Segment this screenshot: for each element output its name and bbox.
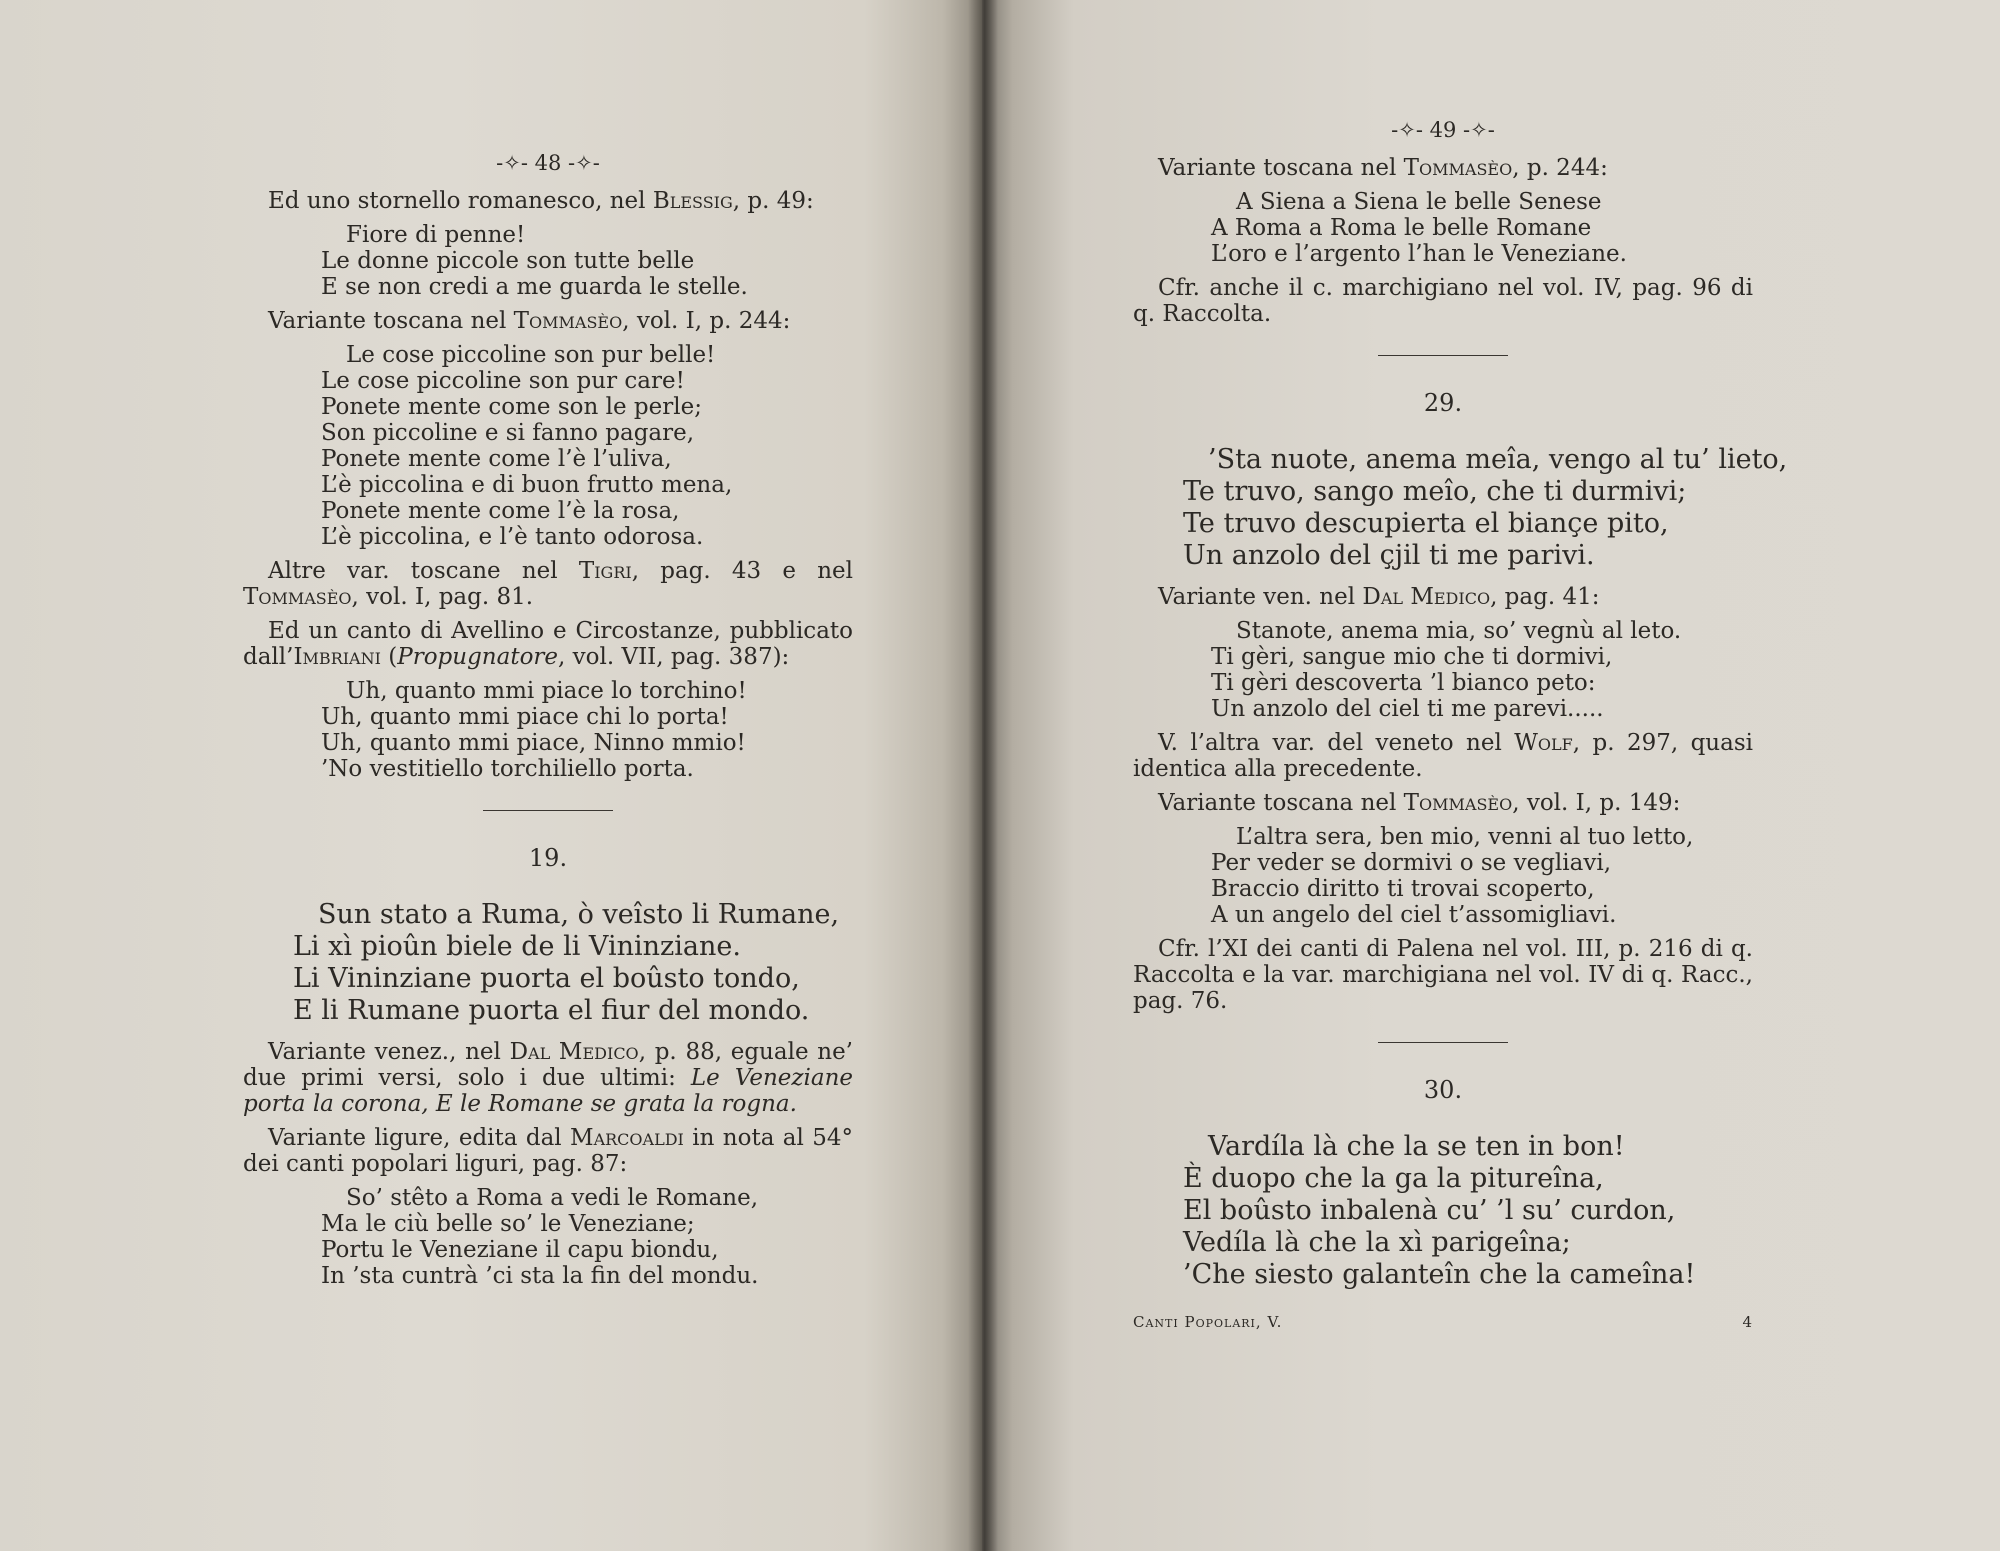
paragraph: Cfr. l’XI dei canti di Palena nel vol. III, p. 216 di q. Raccolta e la var. marchigiana nel vol. IV di q. Racc., pag. 76. <box>1133 936 1753 1014</box>
verse-line: Vardíla là che la se ten in bon! <box>1208 1131 1625 1162</box>
verse-line: Le donne piccole son tutte belle <box>321 248 695 274</box>
verse-line: Uh, quanto mmi piace, Ninno mmio! <box>321 730 746 756</box>
verse-block <box>243 678 853 782</box>
verse-block <box>1133 618 1753 722</box>
paragraph: Altre var. toscane nel Tigri, pag. 43 e nel Tommasèo, vol. I, pag. 81. <box>243 558 853 610</box>
paragraph: Variante toscana nel Tommasèo, p. 244: <box>1158 155 1608 181</box>
page-number-right: -✧- 49 -✧- <box>1391 118 1495 142</box>
verse-line: L’è piccolina, e l’è tanto odorosa. <box>321 524 704 550</box>
verse-line: Per veder se dormivi o se vegliavi, <box>1211 850 1612 876</box>
verse-line: Un anzolo del çjil ti me parivi. <box>1183 540 1595 571</box>
paragraph: Variante ven. nel Dal Medico, pag. 41: <box>1158 584 1600 610</box>
paragraph: Variante toscana nel Tommasèo, vol. I, p. 149: <box>1158 790 1681 816</box>
verse-line: Te truvo descupierta el biançe pito, <box>1183 508 1669 539</box>
page-number-left: -✧- 48 -✧- <box>496 151 600 175</box>
paragraph: Variante venez., nel Dal Medico, p. 88, eguale ne’ due primi versi, solo i due ultimi: Le Veneziane porta la corona, E le Romane se grata la rogna. <box>243 1039 853 1117</box>
verse-line: Ponete mente come l’è la rosa, <box>321 498 680 524</box>
song-text <box>1133 1131 1753 1291</box>
paragraph: Variante toscana nel Tommasèo, vol. I, p. 244: <box>268 308 791 334</box>
verse-line: El boûsto inbalenà cu’ ’l su’ curdon, <box>1183 1195 1676 1226</box>
verse-line: In ’sta cuntrà ’ci sta la fin del mondu. <box>321 1263 759 1289</box>
verse-block <box>1133 824 1753 928</box>
verse-line: Le cose piccoline son pur belle! <box>346 342 716 368</box>
section-divider <box>1378 1042 1508 1043</box>
song-text <box>243 899 853 1027</box>
section-divider <box>483 810 613 811</box>
song-text <box>1133 444 1788 572</box>
verse-line: Un anzolo del ciel ti me parevi..... <box>1211 696 1604 722</box>
verse-line: Portu le Veneziane il capu biondu, <box>321 1237 719 1263</box>
verse-line: A un angelo del ciel t’assomigliavi. <box>1211 902 1617 928</box>
verse-line: Uh, quanto mmi piace lo torchino! <box>346 678 747 704</box>
paragraph: Ed uno stornello romanesco, nel Blessig, p. 49: <box>268 188 814 214</box>
verse-line: L’è piccolina e di buon frutto mena, <box>321 472 733 498</box>
verse-line: Sun stato a Ruma, ò veîsto li Rumane, <box>318 899 840 930</box>
signature-mark: Canti Popolari, V. <box>1133 1313 1283 1331</box>
verse-line: ’Che siesto galanteîn che la cameîna! <box>1183 1259 1696 1290</box>
verse-line: E se non credi a me guarda le stelle. <box>321 274 748 300</box>
song-number: 30. <box>1423 1076 1463 1104</box>
verse-line: So’ stêto a Roma a vedi le Romane, <box>346 1185 759 1211</box>
verse-line: Le cose piccoline son pur care! <box>321 368 685 394</box>
verse-line: L’altra sera, ben mio, venni al tuo letto, <box>1236 824 1694 850</box>
song-number: 19. <box>528 844 568 872</box>
verse-block <box>1133 189 1753 267</box>
verse-line: Ponete mente come l’è l’uliva, <box>321 446 672 472</box>
right-page-text <box>1133 117 1788 1335</box>
verse-line: Fiore di penne! <box>346 222 526 248</box>
section-divider <box>1378 355 1508 356</box>
verse-block <box>243 342 853 550</box>
verse-line: ’Sta nuote, anema meîa, vengo al tu’ lieto, <box>1208 444 1788 475</box>
verse-line: Braccio diritto ti trovai scoperto, <box>1211 876 1595 902</box>
verse-line: Ma le ciù belle so’ le Veneziane; <box>321 1211 695 1237</box>
paragraph: Cfr. anche il c. marchigiano nel vol. IV, pag. 96 di q. Raccolta. <box>1133 275 1753 327</box>
page-footer <box>1133 1309 1753 1335</box>
song-number: 29. <box>1423 389 1463 417</box>
verse-line: Uh, quanto mmi piace chi lo porta! <box>321 704 729 730</box>
verse-line: Stanote, anema mia, so’ vegnù al leto. <box>1236 618 1682 644</box>
verse-block <box>243 222 853 300</box>
verse-line: È duopo che la ga la pitureîna, <box>1183 1163 1604 1194</box>
verse-line: A Siena a Siena le belle Senese <box>1236 189 1602 215</box>
verse-line: L’oro e l’argento l’han le Veneziane. <box>1211 241 1627 267</box>
verse-line: Ponete mente come son le perle; <box>321 394 702 420</box>
verse-line: Te truvo, sango meîo, che ti durmivi; <box>1183 476 1687 507</box>
paragraph: Ed un canto di Avellino e Circostanze, pubblicato dall’Imbriani (Propugnatore, vol. VII, pag. 387): <box>243 618 853 670</box>
verse-line: A Roma a Roma le belle Romane <box>1211 215 1592 241</box>
verse-line: Vedíla là che la xì parigeîna; <box>1183 1227 1571 1258</box>
verse-line: Li xì pioûn biele de li Vininziane. <box>293 931 741 962</box>
gathering-number: 4 <box>1742 1313 1753 1331</box>
paragraph: V. l’altra var. del veneto nel Wolf, p. 297, quasi identica alla precedente. <box>1133 730 1753 782</box>
left-page-text <box>243 150 853 1297</box>
verse-line: ’No vestitiello torchiliello porta. <box>321 756 694 782</box>
paragraph: Variante ligure, edita dal Marcoaldi in nota al 54° dei canti popolari liguri, pag. 87: <box>243 1125 853 1177</box>
verse-line: E li Rumane puorta el fiur del mondo. <box>293 995 810 1026</box>
verse-block <box>243 1185 853 1289</box>
verse-line: Li Vininziane puorta el boûsto tondo, <box>293 963 800 994</box>
verse-line: Son piccoline e si fanno pagare, <box>321 420 695 446</box>
verse-line: Ti gèri descoverta ’l bianco peto: <box>1211 670 1596 696</box>
verse-line: Ti gèri, sangue mio che ti dormivi, <box>1211 644 1613 670</box>
book-gutter <box>968 0 998 1551</box>
